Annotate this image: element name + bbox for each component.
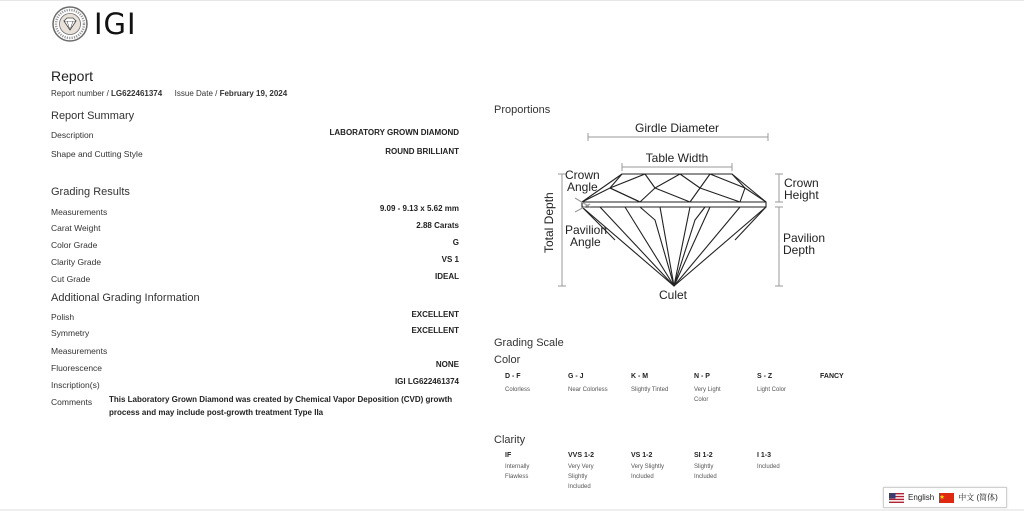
carat-label: Carat Weight	[51, 223, 101, 233]
crown-height-label-2: Height	[784, 188, 819, 202]
proportions-title: Proportions	[494, 104, 551, 116]
language-selector	[883, 487, 1007, 508]
additional-info-title: Additional Grading Information	[51, 292, 200, 304]
total-depth-label: Total Depth	[542, 192, 556, 253]
report-meta	[51, 89, 287, 98]
clarity-grade-label: Clarity Grade	[51, 257, 102, 267]
color-grade-label: Color Grade	[51, 240, 98, 250]
measurements-value: 9.09 - 9.13 x 5.62 mm	[379, 204, 459, 213]
issue-date-label: Issue Date /	[174, 89, 218, 98]
clarity-scale-desc: Internally Flawless	[505, 464, 530, 480]
clarity-scale-code: IF	[505, 452, 512, 459]
color-grade-value: G	[452, 238, 459, 247]
description-value: LABORATORY GROWN DIAMOND	[329, 128, 459, 137]
fluorescence-value: NONE	[435, 360, 459, 369]
symmetry-value: EXCELLENT	[411, 326, 459, 335]
culet-label: Culet	[658, 288, 688, 302]
inscription-label: Inscription(s)	[51, 380, 100, 390]
color-scale-desc: Slightly Tinted	[631, 387, 669, 393]
girdle-diameter-label: Girdle Diameter	[634, 121, 720, 135]
polish-label: Polish	[51, 312, 75, 322]
igi-seal-icon	[52, 6, 88, 42]
crown-angle-label-2: Angle	[567, 180, 598, 194]
grading-results-title: Grading Results	[51, 186, 130, 198]
pavilion-angle-label-2: Angle	[570, 235, 601, 249]
clarity-scale-code: VVS 1-2	[568, 452, 595, 459]
clarity-scale-desc: Very Very Slightly Included	[568, 464, 594, 490]
language-english[interactable]: English	[908, 493, 935, 502]
china-flag-icon	[939, 493, 954, 503]
cut-grade-value: IDEAL	[435, 272, 459, 281]
us-flag-icon	[889, 493, 904, 503]
report-number: LG622461374	[111, 89, 163, 98]
color-scale-desc: Very Light Color	[694, 387, 721, 403]
igi-logo[interactable]	[52, 6, 137, 42]
shape-value: ROUND BRILLIANT	[385, 147, 459, 156]
pavilion-depth-label-2: Depth	[783, 243, 816, 257]
carat-value: 2.88 Carats	[416, 221, 459, 230]
color-scale-desc: Near Colorless	[568, 387, 608, 393]
fluorescence-label: Fluorescence	[51, 363, 103, 373]
polish-value: EXCELLENT	[411, 310, 459, 319]
pavilion-angle-label-1: Pavilion	[565, 223, 608, 237]
report-number-label: Report number /	[51, 89, 109, 98]
top-divider	[0, 0, 1024, 1]
clarity-scale-desc: Very Slightly Included	[631, 464, 665, 480]
clarity-scale-code: I 1-3	[757, 452, 772, 459]
color-scale-code: K - M	[631, 373, 649, 380]
inscription-value: IGI LG622461374	[394, 377, 459, 386]
clarity-grade-value: VS 1	[441, 255, 459, 264]
comments-text: This Laboratory Grown Diamond was created by Chemical Vapor Deposition (CVD) growth process and may include post-growth treatment Type IIa	[109, 395, 453, 417]
language-chinese[interactable]: 中文 (简体)	[958, 493, 998, 502]
clarity-scale-title: Clarity	[494, 434, 526, 446]
additional-measurements-label: Measurements	[51, 346, 108, 356]
description-label: Description	[51, 130, 94, 140]
shape-label: Shape and Cutting Style	[51, 149, 143, 159]
clarity-scale-code: VS 1-2	[631, 452, 653, 459]
proportions-diagram	[530, 118, 840, 308]
clarity-scale-desc: Slightly Included	[694, 464, 717, 480]
symmetry-label: Symmetry	[51, 328, 90, 338]
color-scale-desc: Light Color	[757, 387, 787, 393]
clarity-scale-code: SI 1-2	[694, 452, 713, 459]
pavilion-depth-label-1: Pavilion	[783, 231, 826, 245]
report-title: Report	[51, 68, 94, 84]
crown-angle-label-1: Crown	[565, 168, 600, 182]
color-scale-desc: Colorless	[505, 387, 531, 393]
comments-label: Comments	[51, 397, 93, 407]
color-scale-code: G - J	[568, 373, 584, 380]
cut-grade-label: Cut Grade	[51, 274, 91, 284]
issue-date: February 19, 2024	[219, 89, 288, 98]
measurements-label: Measurements	[51, 207, 108, 217]
color-scale-code: FANCY	[820, 373, 844, 380]
color-scale-code: N - P	[694, 373, 710, 380]
crown-height-label-1: Crown	[784, 176, 819, 190]
table-width-label: Table Width	[645, 151, 709, 165]
color-scale-title: Color	[494, 354, 521, 366]
color-scale-code: D - F	[505, 373, 521, 380]
logo-text: IGI	[94, 7, 137, 41]
report-summary-title: Report Summary	[51, 110, 135, 122]
grading-scale-title: Grading Scale	[494, 337, 564, 349]
clarity-scale-desc: Included	[757, 464, 780, 470]
color-scale-code: S - Z	[757, 373, 773, 380]
